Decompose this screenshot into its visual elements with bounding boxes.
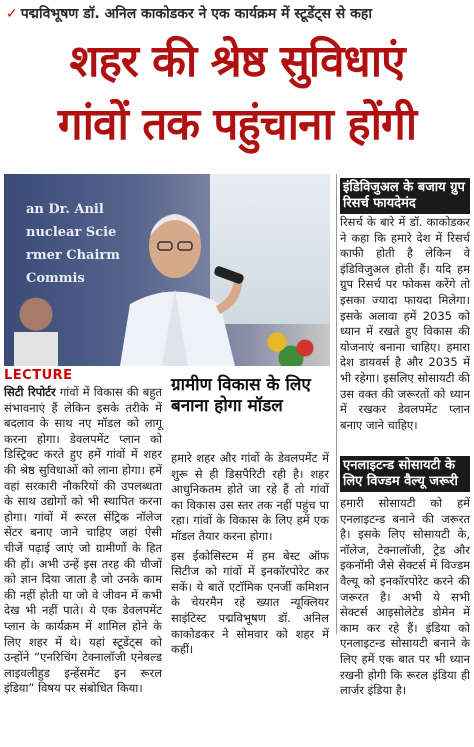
headline-line-2: गांवों तक पहुंचाना होंगी	[57, 99, 417, 150]
headline-line-1: शहर की श्रेष्ठ सुविधाएं	[69, 36, 405, 87]
article-column-1	[4, 385, 162, 697]
bullet-icon: ✓	[6, 6, 18, 22]
byline: सिटी रिपोर्टर	[4, 385, 56, 399]
slide-line: rmer Chairm	[26, 248, 121, 263]
flower-decoration	[256, 326, 326, 366]
box-title-wisdom-value: एनलाइटन्ड सोसायटी के लिए विज्डम वैल्यू जरूरी	[340, 456, 470, 492]
slide-line: nuclear Scie	[26, 225, 117, 240]
event-photo	[4, 174, 330, 366]
paragraph: हमारे शहर और गांवों के डेवलपमेंट में शुरू से ही डिसपैरिटी रही है। शहर आधुनिकतम होते जा रहे हैं तो गांवों का विकास उस स्तर तक नहीं पहुंच पा रहा। गांवों के विकास के लिए हमें एक मॉडल तैयार करना होगा।	[171, 451, 329, 543]
subheading-rural-model: ग्रामीण विकास के लिए बनाना होगा मॉडल	[171, 375, 311, 416]
section-label: LECTURE	[4, 368, 73, 383]
box-text-group-research: रिसर्च के बारे में डॉ. काकोडकर ने कहा कि हमारे देश में रिसर्च काफी होती है लेकिन वे इंडिविजुअल होती हैं। यदि हम ग्रुप रिसर्च पर फोकस करेंगे तो इसका ज्यादा फायदा मिलेगा। इसके अलावा हमें 2035 को ध्यान में रखते हुए विकास की योजनाएं बनाना चाहिए। हमारा देश डायवर्स है और 2035 में भी रहेगा। इसलिए सोसायटी की उस वक्त की जरूरतों को ध्यान में रखकर डेवलपमेंट प्लान बनाए जाने चाहिए।	[340, 215, 470, 432]
kicker-line	[6, 4, 468, 24]
box-title-group-research: इंडिविजुअल के बजाय ग्रुप रिसर्च फायदेमंद	[340, 178, 470, 214]
box-text-wisdom-value: हमारी सोसायटी को हमें एनलाइटन्ड बनाने की जरूरत है। इसके लिए सोसायटी के, नॉलेज, टेक्नालॉजी, ट्रेड और इकनॉमी जैसे सेक्टर्स में विज्डम वैल्यू को इनकॉरपोरेट करने की जरूरत है। अभी ये सभी सेक्टर्स आइसोलेटेड डोमेन में काम कर रहे हैं। इंडिया को एनलाइटन्ड सोसायटी बनाने के लिए हमें एक बात पर भी ध्यान रखनी होगी कि रूरल इंडिया ही लार्जर इंडिया है।	[340, 496, 470, 698]
column-text: गांवों में विकास की बहुत संभावनाएं हैं लेकिन इसके तरीके में बदलाव के साथ नए मॉडल को लागू करना होगा। डेवलपमेंट प्लान को डिस्ट्रिक्ट करते हुए हमें गांवों में शहर की श्रेष्ठ सुविधाओं को लाना होगा। हमें वहां सरकारी नौकरियों की उपलब्धता के साथ उद्योगों को भी स्थापित करना होगा। गांवों में रूरल सेंट्रिक नॉलेज सेंटर बनाए जाने चाहिए जहां ऐसी चीजें पढ़ाई जाएं जो ग्रामीणों के हित की हों। अभी उन्हें इस तरह की चीजों को ज्ञान दिया जाता है जो उनके काम की नहीं होती या जो वे जीवन में कभी देख भी नहीं पाते। ये एक डेवलपमेंट प्लान के कार्यक्रम में शामिल होने के लिए शहर में थे। यहां स्टूडेंट्स को उन्होंने “एनरिचिंग टेक्नालॉजी एनेबल्ड लाइवलीहुड इन्हेंसमेंट इन रूरल इंडिया” विषय पर संबोधित किया।	[4, 385, 162, 696]
slide-line: Commis	[26, 271, 85, 286]
paragraph: इस ईकोसिस्टम में हम बेस्ट ऑफ सिटीज को गांवों में इनकॉरपोरेट कर सकें। ये बातें एटॉमिक एनर्जी कमिशन के चेयरमैन रहे ख्यात न्यूक्लियर साइंटिस्ट पद्मविभूषण डॉ. अनिल काकोडकर ने सोमवार को शहर में कहीं।	[171, 548, 329, 657]
slide-line: an Dr. Anil	[26, 202, 104, 217]
kicker-text: पद्मविभूषण डॉ. अनिल काकोडकर ने एक कार्यक्रम में स्टूडेंट्स से कहा	[20, 6, 372, 22]
attendee-figure	[14, 292, 58, 366]
article-column-2	[171, 451, 329, 658]
